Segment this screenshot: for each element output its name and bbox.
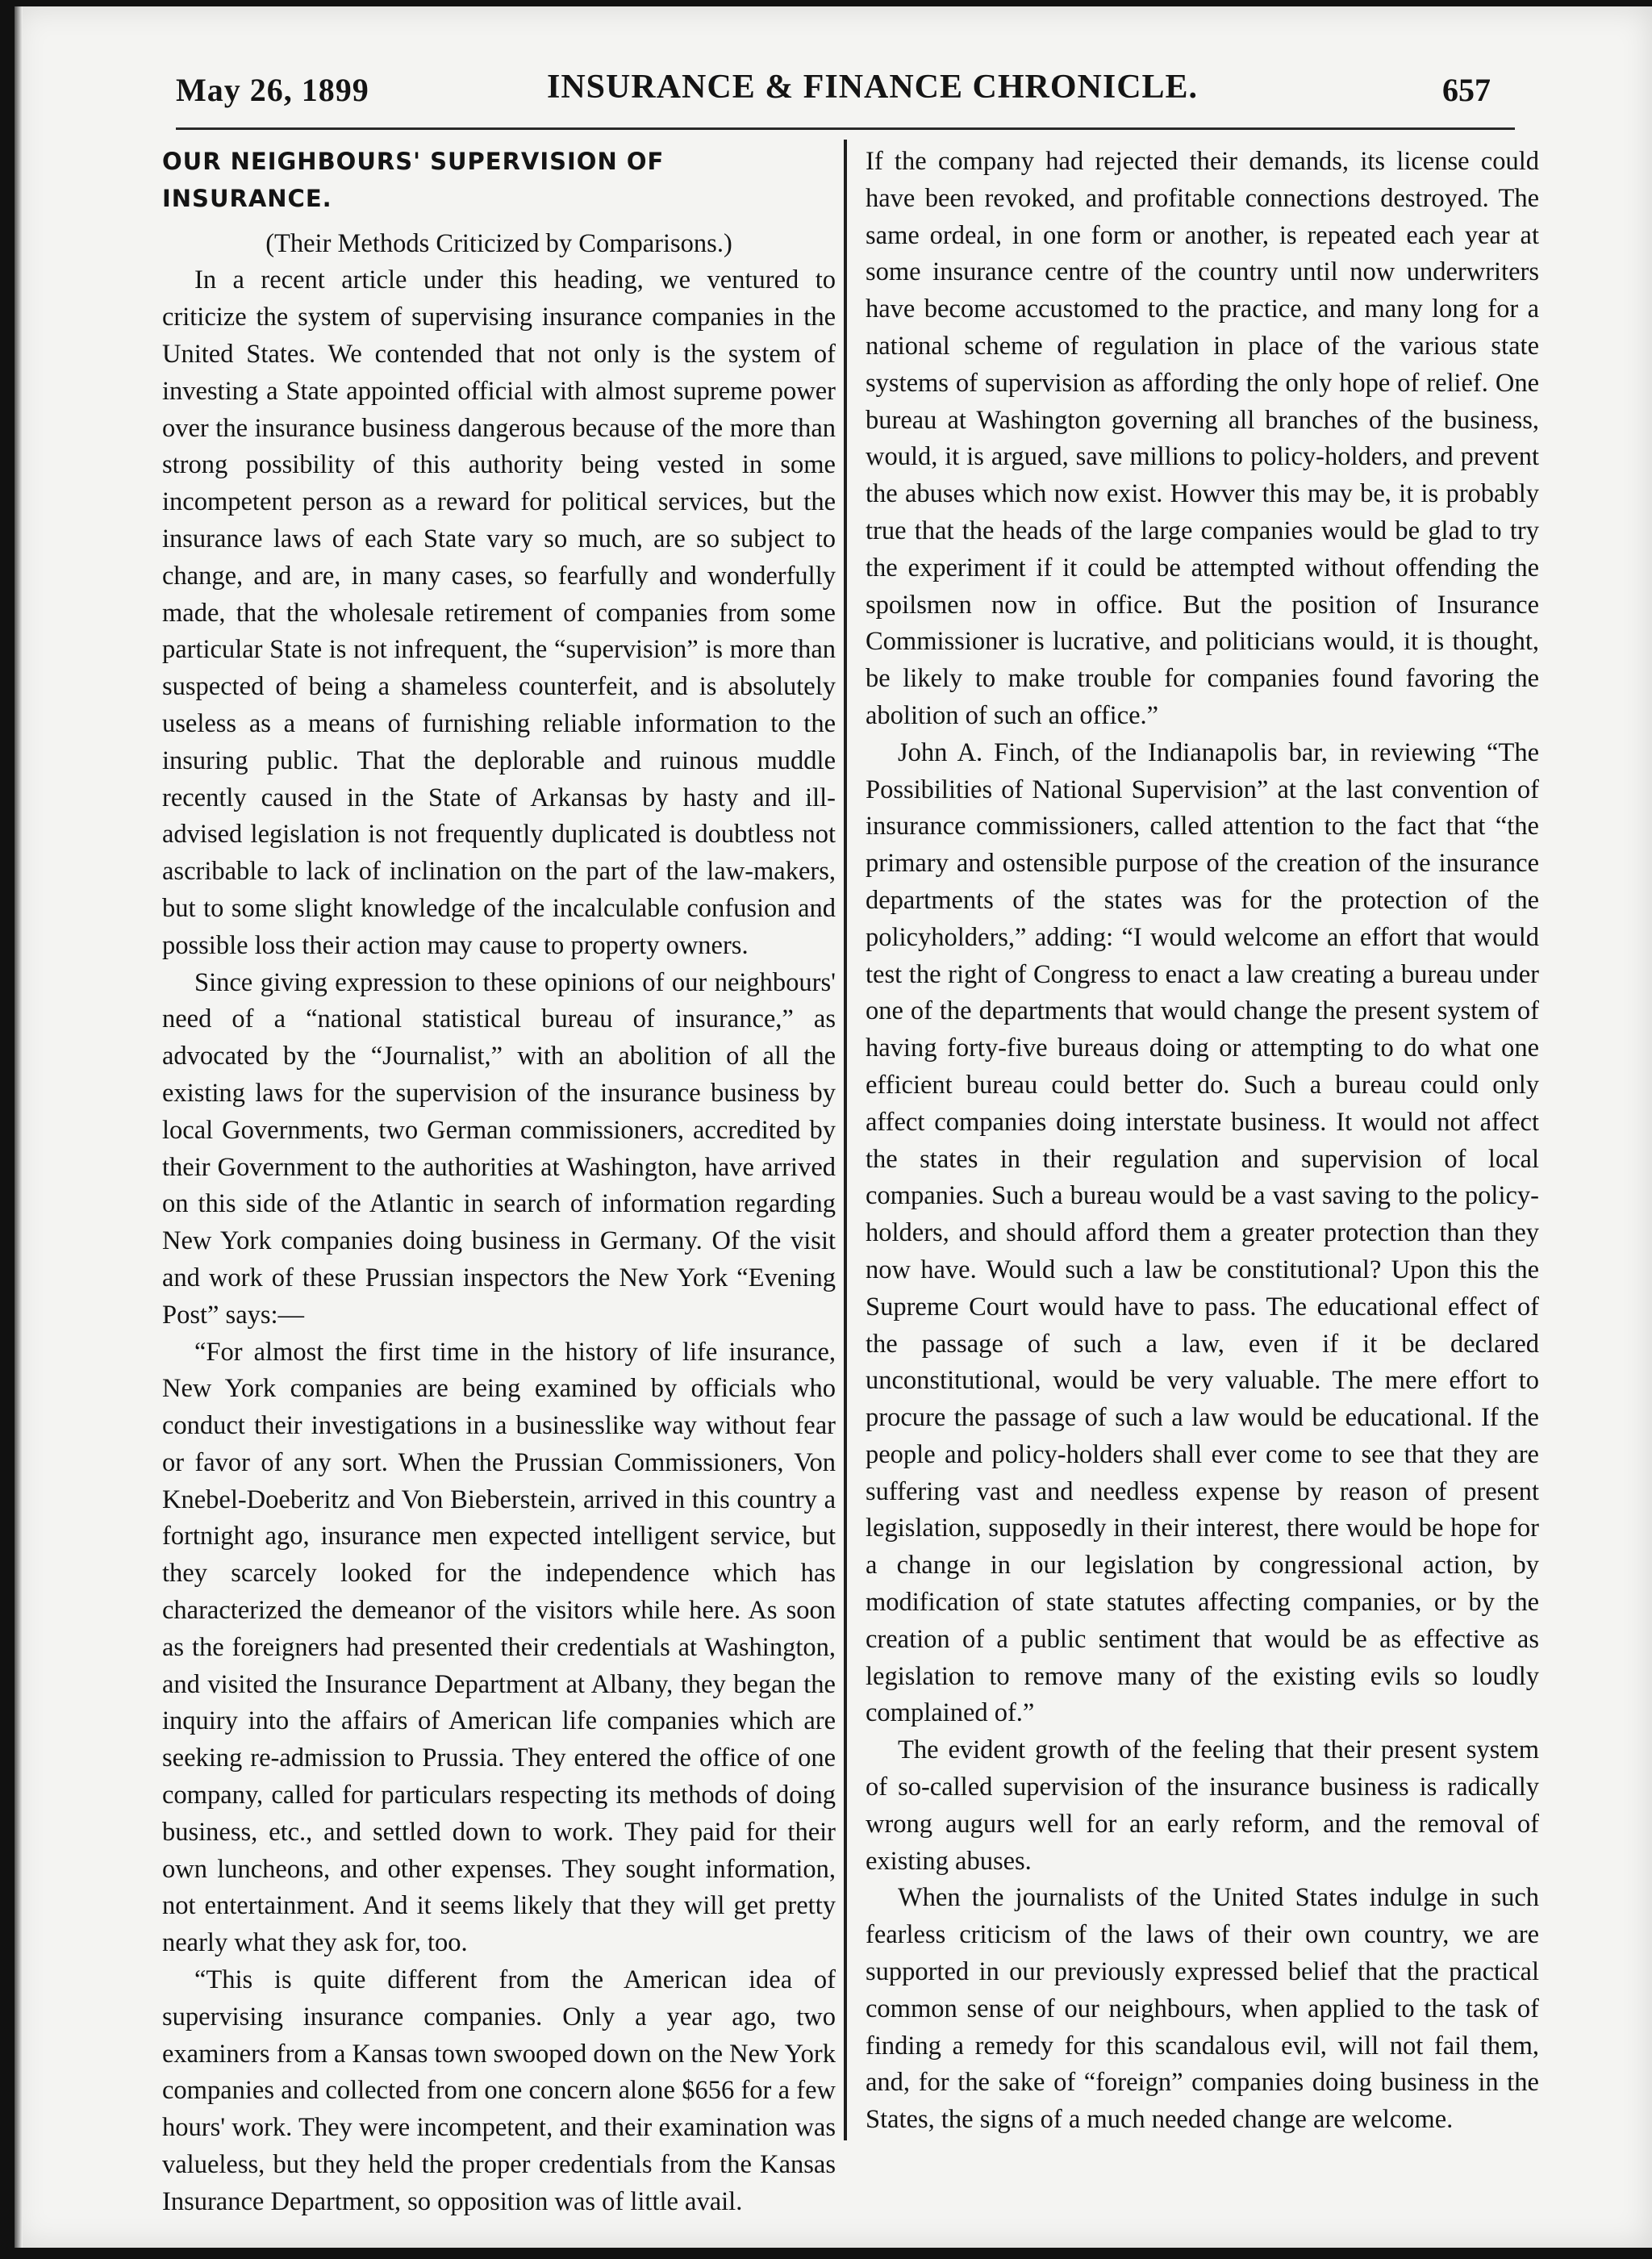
right-column	[866, 144, 1539, 2139]
publication-title: INSURANCE & FINANCE CHRONICLE.	[547, 69, 1199, 106]
article-title: OUR NEIGHBOURS' SUPERVISION OF INSURANCE.	[162, 148, 665, 212]
page-number: 657	[1442, 72, 1491, 108]
paragraph: In a recent article under this heading, we ventured to criticize the system of supervising insurance companies in the United States. We contended that not only is the system of investing a State appointed official with almost supreme power over the insurance business dangerous because of the more than strong possibility of this authority being vested in some incompetent person as a reward for political services, but the insurance laws of each State vary so much, are so subject to change, and are, in many cases, so fearfully and wonderfully made, that the wholesale retirement of companies from some particular State is not infrequent, the “supervision” is more than suspected of being a shameless counterfeit, and is absolutely useless as a means of furnishing reliable information to the insuring public. That the deplorable and ruinous muddle recently caused in the State of Arkansas by hasty and ill-advised legislation is not frequently duplicated is doubtless not ascribable to lack of inclination on the part of the law-makers, but to some slight knowledge of the incalculable confusion and possible loss their action may cause to property owners.	[162, 265, 836, 960]
paragraph: John A. Finch, of the Indianapolis bar, in reviewing “The Possibilities of National Supervision” at the last convention of insurance commissioners, called attention to the fact that “the primary and ostensible purpose of the creation of the insurance departments of the states was for the protection of the policyholders,” adding: “I would welcome an effort that would test the right of Congress to enact a law creating a bureau under one of the departments that would change the present system of having forty-five bureaus doing or attempting to do what one efficient bureau could better do. Such a bureau could only affect companies doing interstate business. It would not affect the states in their regulation and supervision of local companies. Such a bureau would be a vast saving to the policy-holders, and should afford them a greater protection than they now have. Would such a law be constitutional? Upon this the Supreme Court would have to pass. The educational effect of the passage of such a law, even if it be declared unconstitutional, would be very valuable. The mere effort to procure the passage of such a law would be educational. If the people and policy-holders shall ever come to see that they are suffering vast and needless expense by reason of present legislation, supposedly in their interest, there would be hope for a change in our legislation by congressional action, by modification of state statutes affecting companies, or by the creation of a public sentiment that would be as effective as legislation to remove many of the existing evils so loudly complained of.”	[866, 737, 1539, 1728]
header-rule	[176, 127, 1515, 130]
newspaper-page	[15, 6, 1652, 2248]
paragraph: The evident growth of the feeling that their present system of so-called supervision of the insurance business is radically wrong augurs well for an early reform, and the removal of existing abuses.	[866, 1735, 1539, 1876]
paragraph: “For almost the first time in the history of life insurance, New York companies are being examined by officials who conduct their investigations in a businesslike way without fear or favor of any sort. When the Prussian Commissioners, Von Knebel-Doeberitz and Von Bieberstein, arrived in this country a fortnight ago, insurance men expected intelligent service, but they scarcely looked for the independence which has characterized the demeanor of the visitors while here. As soon as the foreigners had presented their credentials at Washington, and visited the Insurance Department at Albany, they began the inquiry into the affairs of American life companies which are seeking re-admission to Prussia. They entered the office of one company, called for particulars respecting its methods of doing business, etc., and settled down to work. They paid for their own luncheons, and other expenses. They sought information, not entertainment. And it seems likely that they will get pretty nearly what they ask for, too.	[162, 1337, 836, 1958]
paragraph: “This is quite different from the American idea of supervising insurance companies. Only a year ago, two examiners from a Kansas town swooped down on the New York companies and collected from one concern alone $656 for a few hours' work. They were incompetent, and their examination was valueless, but they held the proper credentials from the Kansas Insurance Department, so opposition was of little avail.	[162, 1965, 836, 2216]
paragraph: Since giving expression to these opinions of our neighbours' need of a “national statistical bureau of insurance,” as advocated by the “Journalist,” with an abolition of all the existing laws for the supervision of the insurance business by local Governments, two German commissioners, accredited by their Government to the authorities at Washington, have arrived on this side of the Atlantic in search of information regarding New York companies doing business in Germany. Of the visit and work of these Prussian inspectors the New York “Evening Post” says:—	[162, 967, 836, 1330]
paragraph: When the journalists of the United States indulge in such fearless criticism of the laws of their own country, we are supported in our previously expressed belief that the practical common sense of our neighbours, when applied to the task of finding a remedy for this scandalous evil, will not fail them, and, for the sake of “foreign” companies doing business in the States, the signs of a much needed change are welcome.	[866, 1883, 1539, 2135]
page-header	[176, 63, 1491, 115]
article-subtitle: (Their Methods Criticized by Comparisons.)	[265, 228, 732, 258]
paragraph-continued: If the company had rejected their demands, its license could have been revoked, and profitable connections destroyed. The same ordeal, in one form or another, is repeated each year at some insurance centre of the country until now underwriters have become accustomed to the practice, and many long for a national scheme of regulation in place of the various state systems of supervision as affording the only hope of relief. One bureau at Washington governing all branches of the business, would, it is argued, save millions to policy-holders, and prevent the abuses which now exist. Howver this may be, it is probably true that the heads of the large companies would be glad to try the experiment if it could be attempted without offending the spoilsmen now in office. But the position of Insurance Commissioner is lucrative, and politicians would, it is thought, be likely to make trouble for companies found favoring the abolition of such an office.”	[866, 147, 1539, 730]
page-edge-shadow	[15, 6, 23, 2248]
left-column	[162, 144, 836, 2221]
column-divider	[844, 140, 847, 2140]
issue-date: May 26, 1899	[176, 72, 369, 108]
